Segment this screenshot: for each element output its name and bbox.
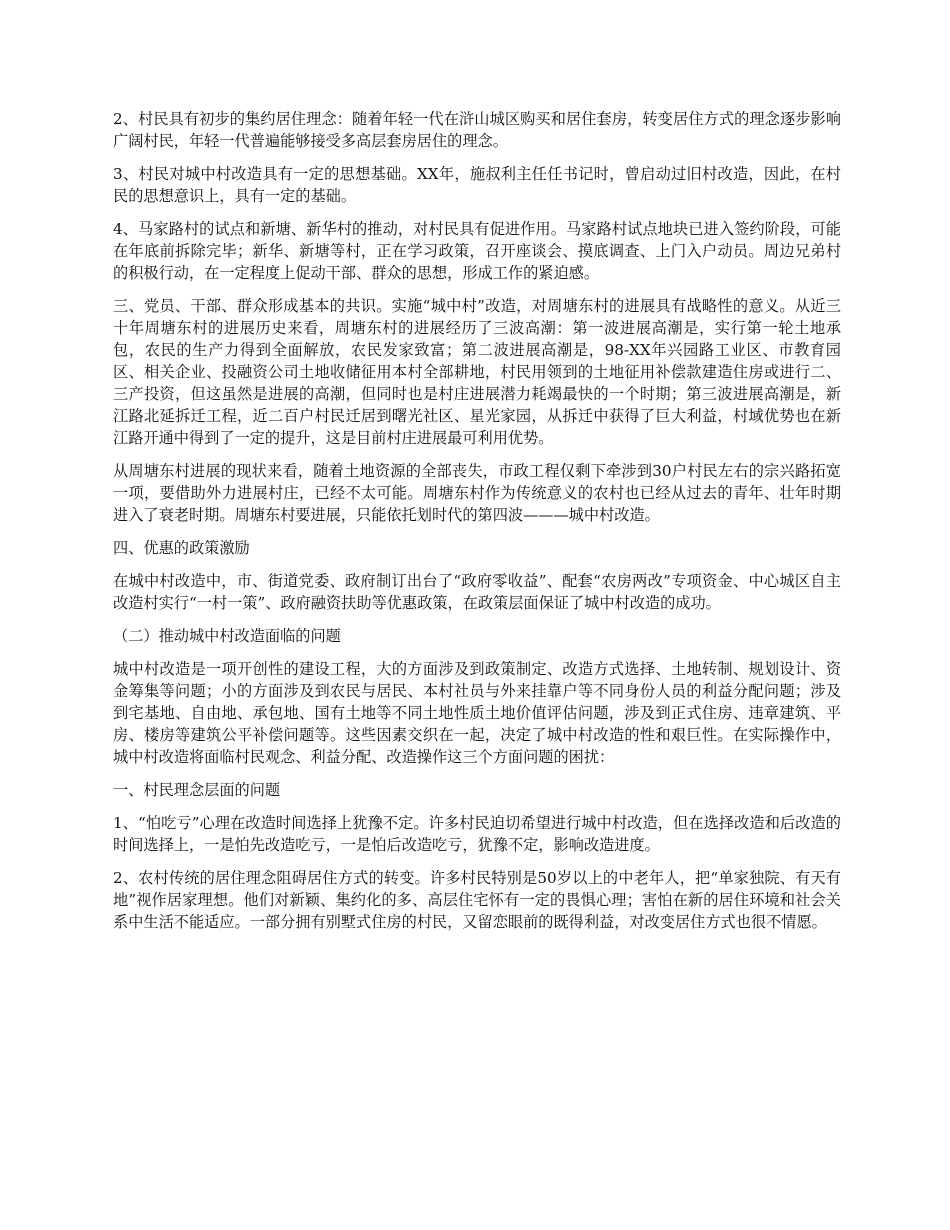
section-heading-problems: （二）推动城中村改造面临的问题 <box>113 627 341 645</box>
paragraph-7: 在城中村改造中，市、街道党委、政府制订出台了“政府零收益”、配套“农房两改”专项资金、中心城区自主改造村实行“一村一策”、政府融资扶助等优惠政策，在政策层面保证了城中村改造的成功。 <box>113 572 841 612</box>
paragraph-1: 2、村民具有初步的集约居住理念：随着年轻一代在浒山城区购买和居住套房，转变居住方式的理念逐步影响广阔村民，年轻一代普遍能够接受多高层套房居住的理念。 <box>113 110 841 150</box>
section-heading-villager-ideas: 一、村民理念层面的问题 <box>113 781 281 799</box>
paragraph-9: 城中村改造是一项开创性的建设工程，大的方面涉及到政策制定、改造方式选择、土地转制、规划设计、资金筹集等问题；小的方面涉及到农民与居民、本村社员与外来挂靠户等不同身份人员的利益分配问题；涉及到宅基地、自由地、承包地、国有土地等不同土地性质土地价值评估问题，涉及到正式住房、违章建筑、平房、楼房等建筑公平补偿问题等。这些因素交织在一起，决定了城中村改造的性和艰巨性。在实际操作中，城中村改造将面临村民观念、利益分配、改造操作这三个方面问题的困扰： <box>113 660 841 766</box>
paragraph-12: 2、农村传统的居住理念阻碍居住方式的转变。许多村民特别是50岁以上的中老年人，把“单家独院、有天有地”视作居家理想。他们对新颖、集约化的多、高层住宅怀有一定的畏惧心理；害怕在新的居住环境和社会关系中生活不能适应。一部分拥有别墅式住房的村民，又留恋眼前的既得利益，对改变居住方式也很不情愿。 <box>113 869 841 931</box>
paragraph-4: 三、党员、干部、群众形成基本的共识。实施“城中村”改造，对周塘东村的进展具有战略性的意义。从近三十年周塘东村的进展历史来看，周塘东村的进展经历了三波高潮：第一波进展高潮是，实行第一轮土地承包，农民的生产力得到全面解放，农民发家致富；第二波进展高潮是，98-XX年兴园路工业区、市教育园区、相关企业、投融资公司土地收储征用本村全部耕地，村民用领到的土地征用补偿款建造住房或进行二、三产投资，但这虽然是进展的高潮，但同时也是村庄进展潜力耗竭最快的一个时期；第三波进展高潮是，新江路北延拆迁工程，近二百户村民迁居到曙光社区、星光家园，从拆迁中获得了巨大利益，村域优势也在新江路开通中得到了一定的提升，这是目前村庄进展最可利用优势。 <box>113 297 841 447</box>
paragraph-11: 1、“怕吃亏”心理在改造时间选择上犹豫不定。许多村民迫切希望进行城中村改造，但在选择改造和后改造的时间选择上，一是怕先改造吃亏，一是怕后改造吃亏，犹豫不定，影响改造进度。 <box>113 814 841 854</box>
paragraph-3: 4、马家路村的试点和新塘、新华村的推动，对村民具有促进作用。马家路村试点地块已进入签约阶段，可能在年底前拆除完毕；新华、新塘等村，正在学习政策，召开座谈会、摸底调查、上门入户动员。周边兄弟村的积极行动，在一定程度上促动干部、群众的思想，形成工作的紧迫感。 <box>113 220 841 282</box>
section-heading-policy: 四、优惠的政策激励 <box>113 539 250 557</box>
document-body <box>113 108 841 944</box>
paragraph-5: 从周塘东村进展的现状来看，随着土地资源的全部丧失，市政工程仅剩下牵涉到30户村民左右的宗兴路拓宽一项，要借助外力进展村庄，已经不太可能。周塘东村作为传统意义的农村也已经从过去的青年、壮年时期进入了衰老时期。周塘东村要进展，只能依托划时代的第四波———城中村改造。 <box>113 462 841 524</box>
paragraph-2: 3、村民对城中村改造具有一定的思想基础。XX年，施叔利主任任书记时，曾启动过旧村改造，因此，在村民的思想意识上，具有一定的基础。 <box>113 165 841 205</box>
